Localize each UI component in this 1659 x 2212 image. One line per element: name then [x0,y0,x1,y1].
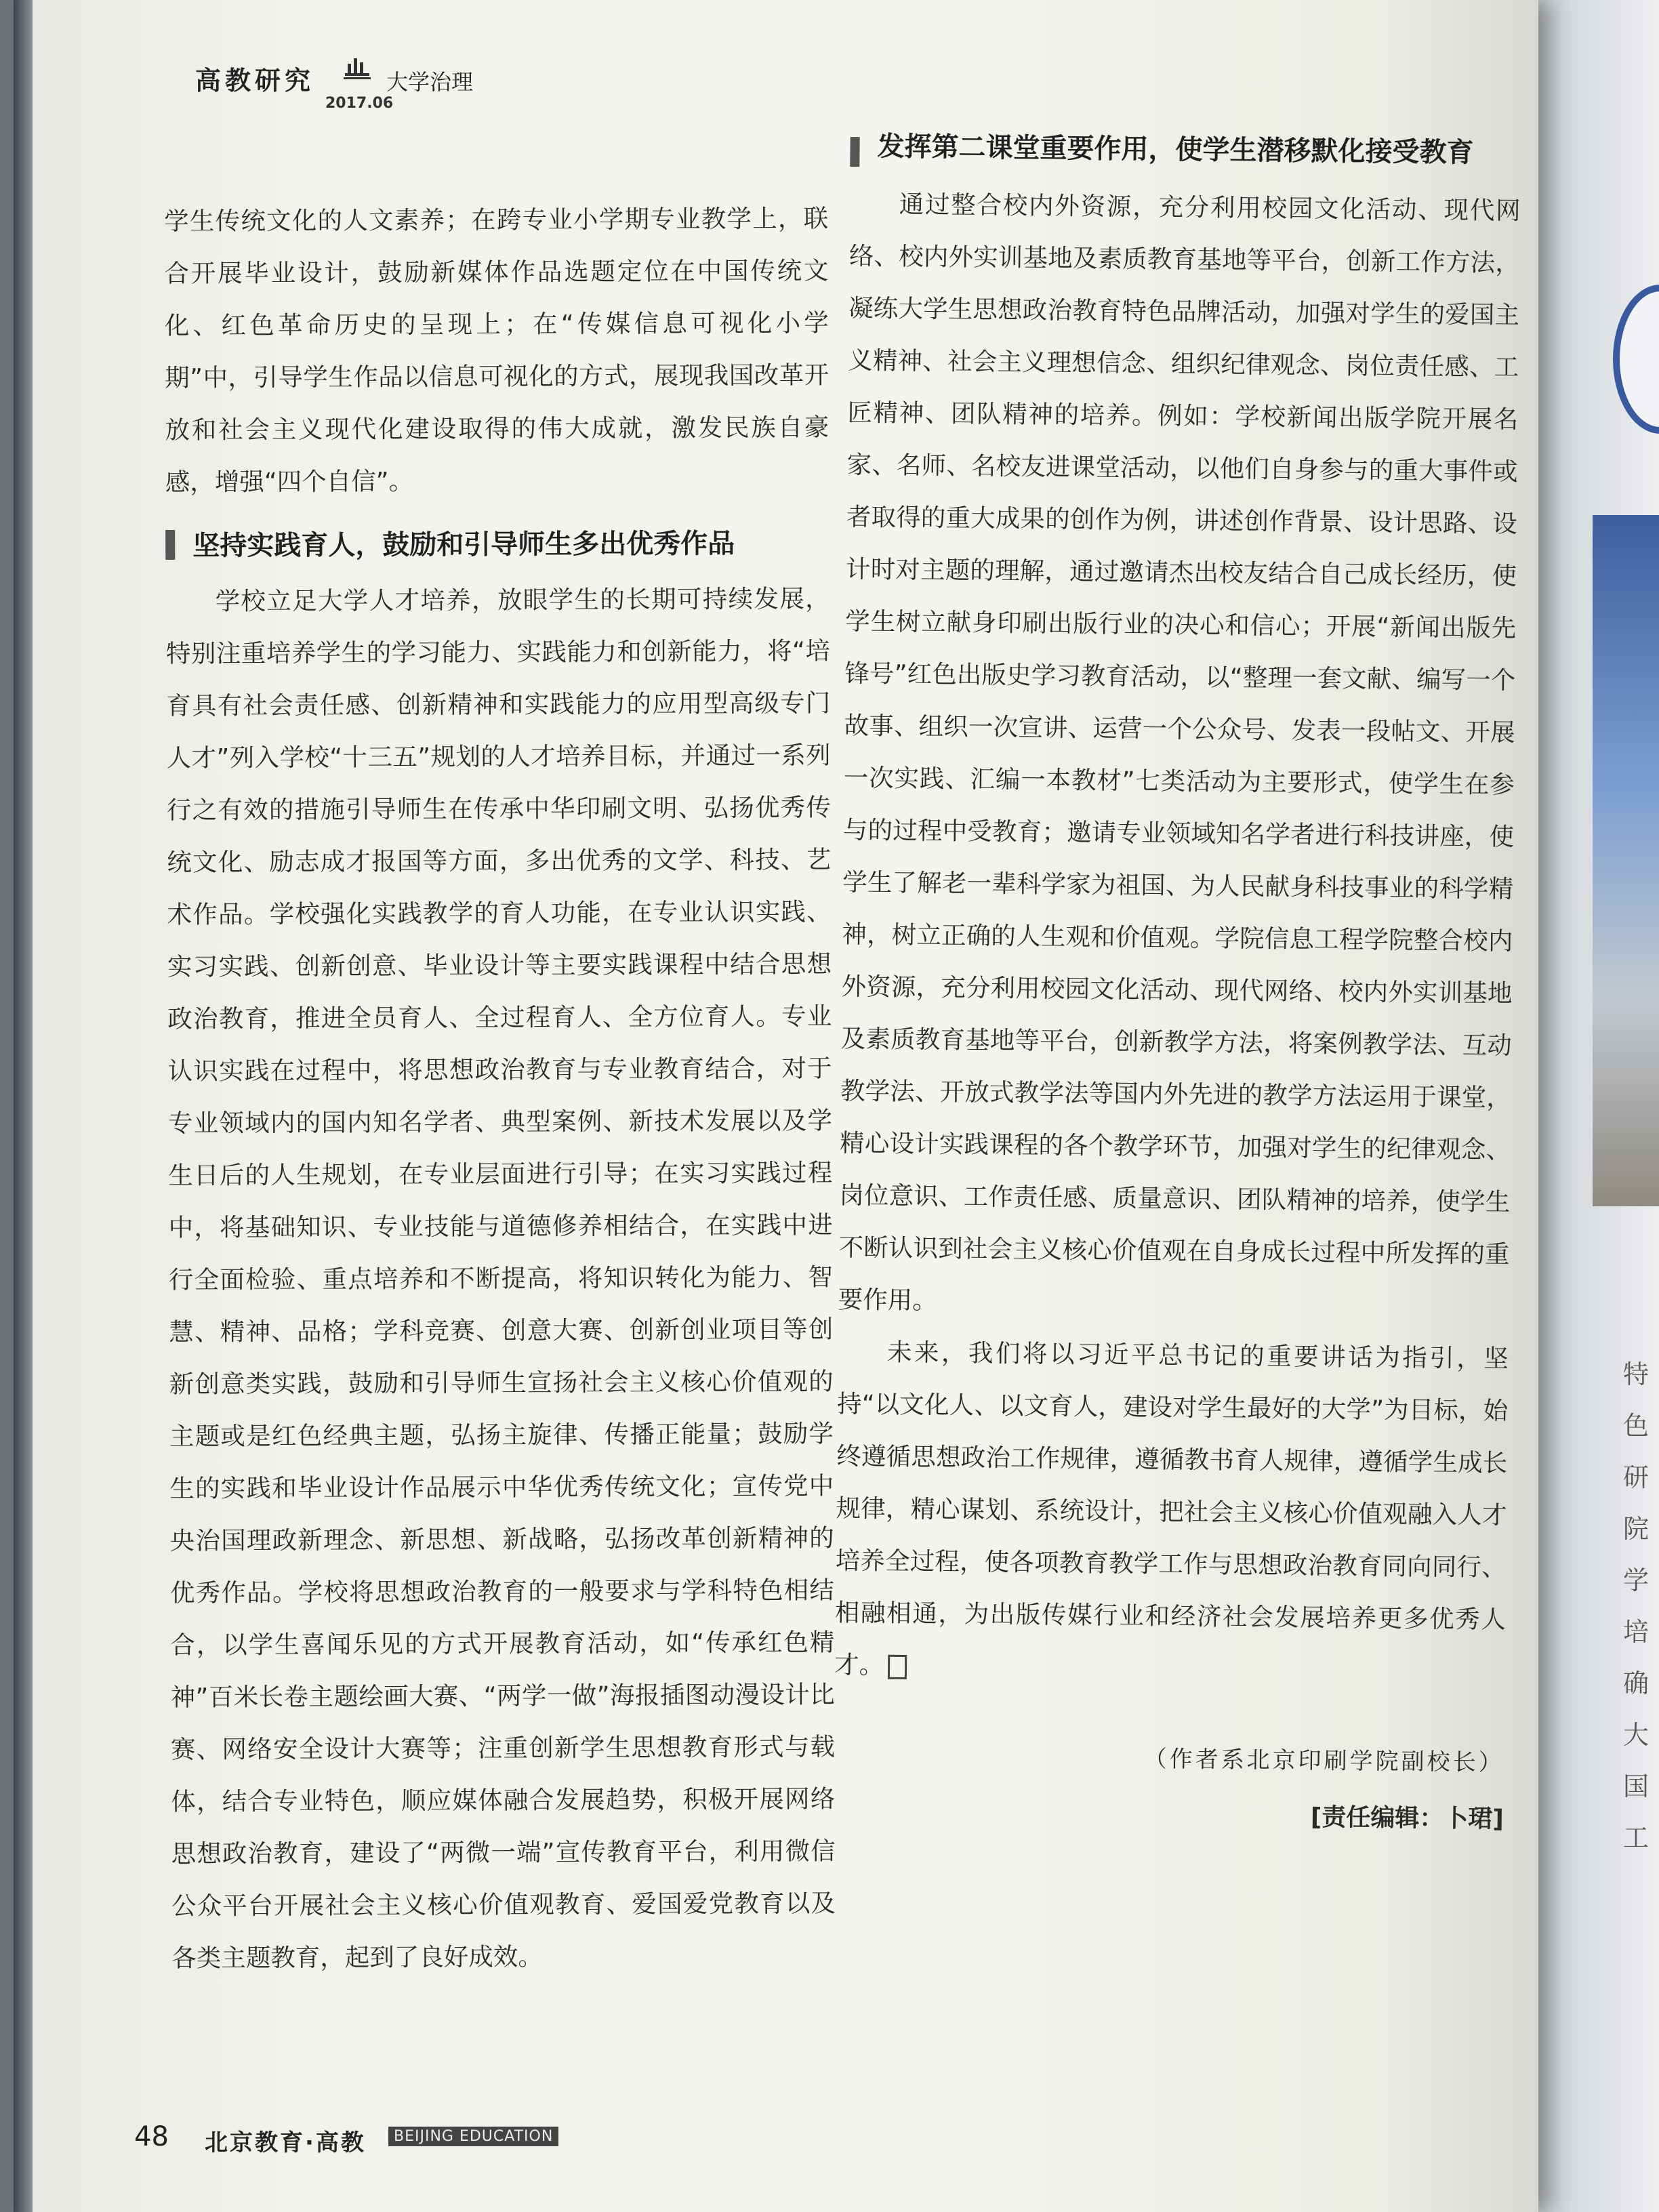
editor-credit: [责任编辑：卜珺] [1310,1803,1504,1834]
left-column [164,192,836,1984]
end-mark-icon [888,1654,907,1679]
closing-text: 未来，我们将以习近平总书记的重要讲话为指引，坚持“以文化人、以文育人，建设对学生最好的大学”为目标，始终遵循思想政治工作规律，遵循教书育人规律，遵循学生成长规律，精心谋划、系统设计，把社会主义核心价值观融入人才培养全过程，使各项教育教学工作与思想政治教育同向同行、相融相通，为出版传媒行业和经济社会发展培养更多优秀人才。 [834,1337,1509,1680]
adjacent-char: 大 [1623,1720,1650,1750]
section-title: 大学治理 [386,69,474,95]
issue-date: 2017.06 [325,95,394,112]
journal-title: 高教研究 [195,66,315,96]
magazine-badge: BEIJING EDUCATION [388,2127,558,2146]
body-paragraph: 通过整合校内外资源，充分利用校园文化活动、现代网络、校内外实训基地及素质教育基地等平台，创新工作方法，凝练大学生思想政治教育特色品牌活动，加强对学生的爱国主义精神、社会主义理想信念、组织纪律观念、岗位责任感、工匠精神、团队精神的培养。例如：学校新闻出版学院开展名家、名师、名校友进课堂活动，以他们自身参与的重大事件或者取得的重大成果的创作为例，讲述创作背景、设计思路、设计时对主题的理解，通过邀请杰出校友结合自己成长经历，使学生树立献身印刷出版行业的决心和信心；开展“新闻出版先锋号”红色出版史学习教育活动，以“整理一套文献、编写一个故事、组织一次宣讲、运营一个公众号、发表一段帖文、开展一次实践、汇编一本教材”七类活动为主要形式，使学生在参与的过程中受教育；邀请专业领域知名学者进行科技讲座，使学生了解老一辈科学家为祖国、为人民献身科技事业的科学精神，树立正确的人生观和价值观。学院信息工程学院整合校内外资源，充分利用校园文化活动、现代网络、校内外实训基地及素质教育基地等平台，创新教学方法，将案例教学法、互动教学法、开放式教学法等国内外先进的教学方法运用于课堂，精心设计实践课程的各个教学环节，加强对学生的纪律观念、岗位意识、工作责任感、质量意识、团队精神的培养，使学生不断认识到社会主义核心价值观在自身成长过程中所发挥的重要作用。 [838,189,1521,1315]
adjacent-char: 国 [1623,1771,1650,1801]
section-heading: 坚持实践育人，鼓励和引导师生多出优秀作品 [165,518,830,573]
adjacent-page-text [1623,1349,1657,1864]
closing-paragraph [834,1326,1509,1698]
journal-logo-icon [342,54,372,85]
body-paragraph: 学校立足大学人才培养，放眼学生的长期可持续发展，特别注重培养学生的学习能力、实践能力和创新能力，将“培育具有社会责任感、创新精神和实践能力的应用型高级专门人才”列入学校“十三五”规划的人才培养目标，并通过一系列行之有效的措施引导师生在传承中华印刷文明、弘扬优秀传统文化、励志成才报国等方面，多出优秀的文学、科技、艺术作品。学校强化实践教学的育人功能，在专业认识实践、实习实践、创新创意、毕业设计等主要实践课程中结合思想政治教育，推进全员育人、全过程育人、全方位育人。专业认识实践在过程中，将思想政治教育与专业教育结合，对于专业领域内的国内知名学者、典型案例、新技术发展以及学生日后的人生规划，在专业层面进行引导；在实习实践过程中，将基础知识、专业技能与道德修养相结合，在实践中进行全面检验、重点培养和不断提高，将知识转化为能力、智慧、精神、品格；学科竞赛、创意大赛、创新创业项目等创新创意类实践，鼓励和引导师生宣扬社会主义核心价值观的主题或是红色经典主题，弘扬主旋律、传播正能量；鼓励学生的实践和毕业设计作品展示中华优秀传统文化；宣传党中央治国理政新理念、新思想、新战略，弘扬改革创新精神的优秀作品。学校将思想政治教育的一般要求与学科特色相结合，以学生喜闻乐见的方式开展教育活动，如“传承红色精神”百米长卷主题绘画大赛、“两学一做”海报插图动漫设计比赛、网络安全设计大赛等；注重创新学生思想教育形式与载体，结合专业特色，顺应媒体融合发展趋势，积极开展网络思想政治教育，建设了“两微一端”宣传教育平台，利用微信公众平台开展社会主义核心价值观教育、爱国爱党教育以及各类主题教育，起到了良好成效。 [165,583,836,1973]
adjacent-char: 学 [1623,1565,1650,1595]
intro-paragraph: 学生传统文化的人文素养；在跨专业小学期专业教学上，联合开展毕业设计，鼓励新媒体作品选题定位在中国传统文化、红色革命历史的呈现上；在“传媒信息可视化小学期”中，引导学生作品以信息可视化的方式，展现我国改革开放和社会主义现代化建设取得的伟大成就，激发民族自豪感，增强“四个自信”。 [164,203,830,497]
right-column [832,119,1521,1845]
page-edge [14,0,33,2212]
section-heading: 发挥第二课堂重要作用，使学生潜移默化接受教育 [850,123,1521,176]
adjacent-char: 确 [1623,1668,1650,1698]
adjacent-char: 特色 [1623,1359,1650,1441]
magazine-name: 北京教育·高教 [205,2129,366,2156]
adjacent-char: 培 [1623,1617,1650,1647]
page-number: 48 [134,2121,169,2152]
author-note: （作者系北京印刷学院副校长） [1143,1745,1504,1777]
adjacent-char: 研院 [1623,1462,1650,1544]
adjacent-char: 工 [1623,1823,1650,1853]
adjacent-page-photo [1593,515,1659,1206]
